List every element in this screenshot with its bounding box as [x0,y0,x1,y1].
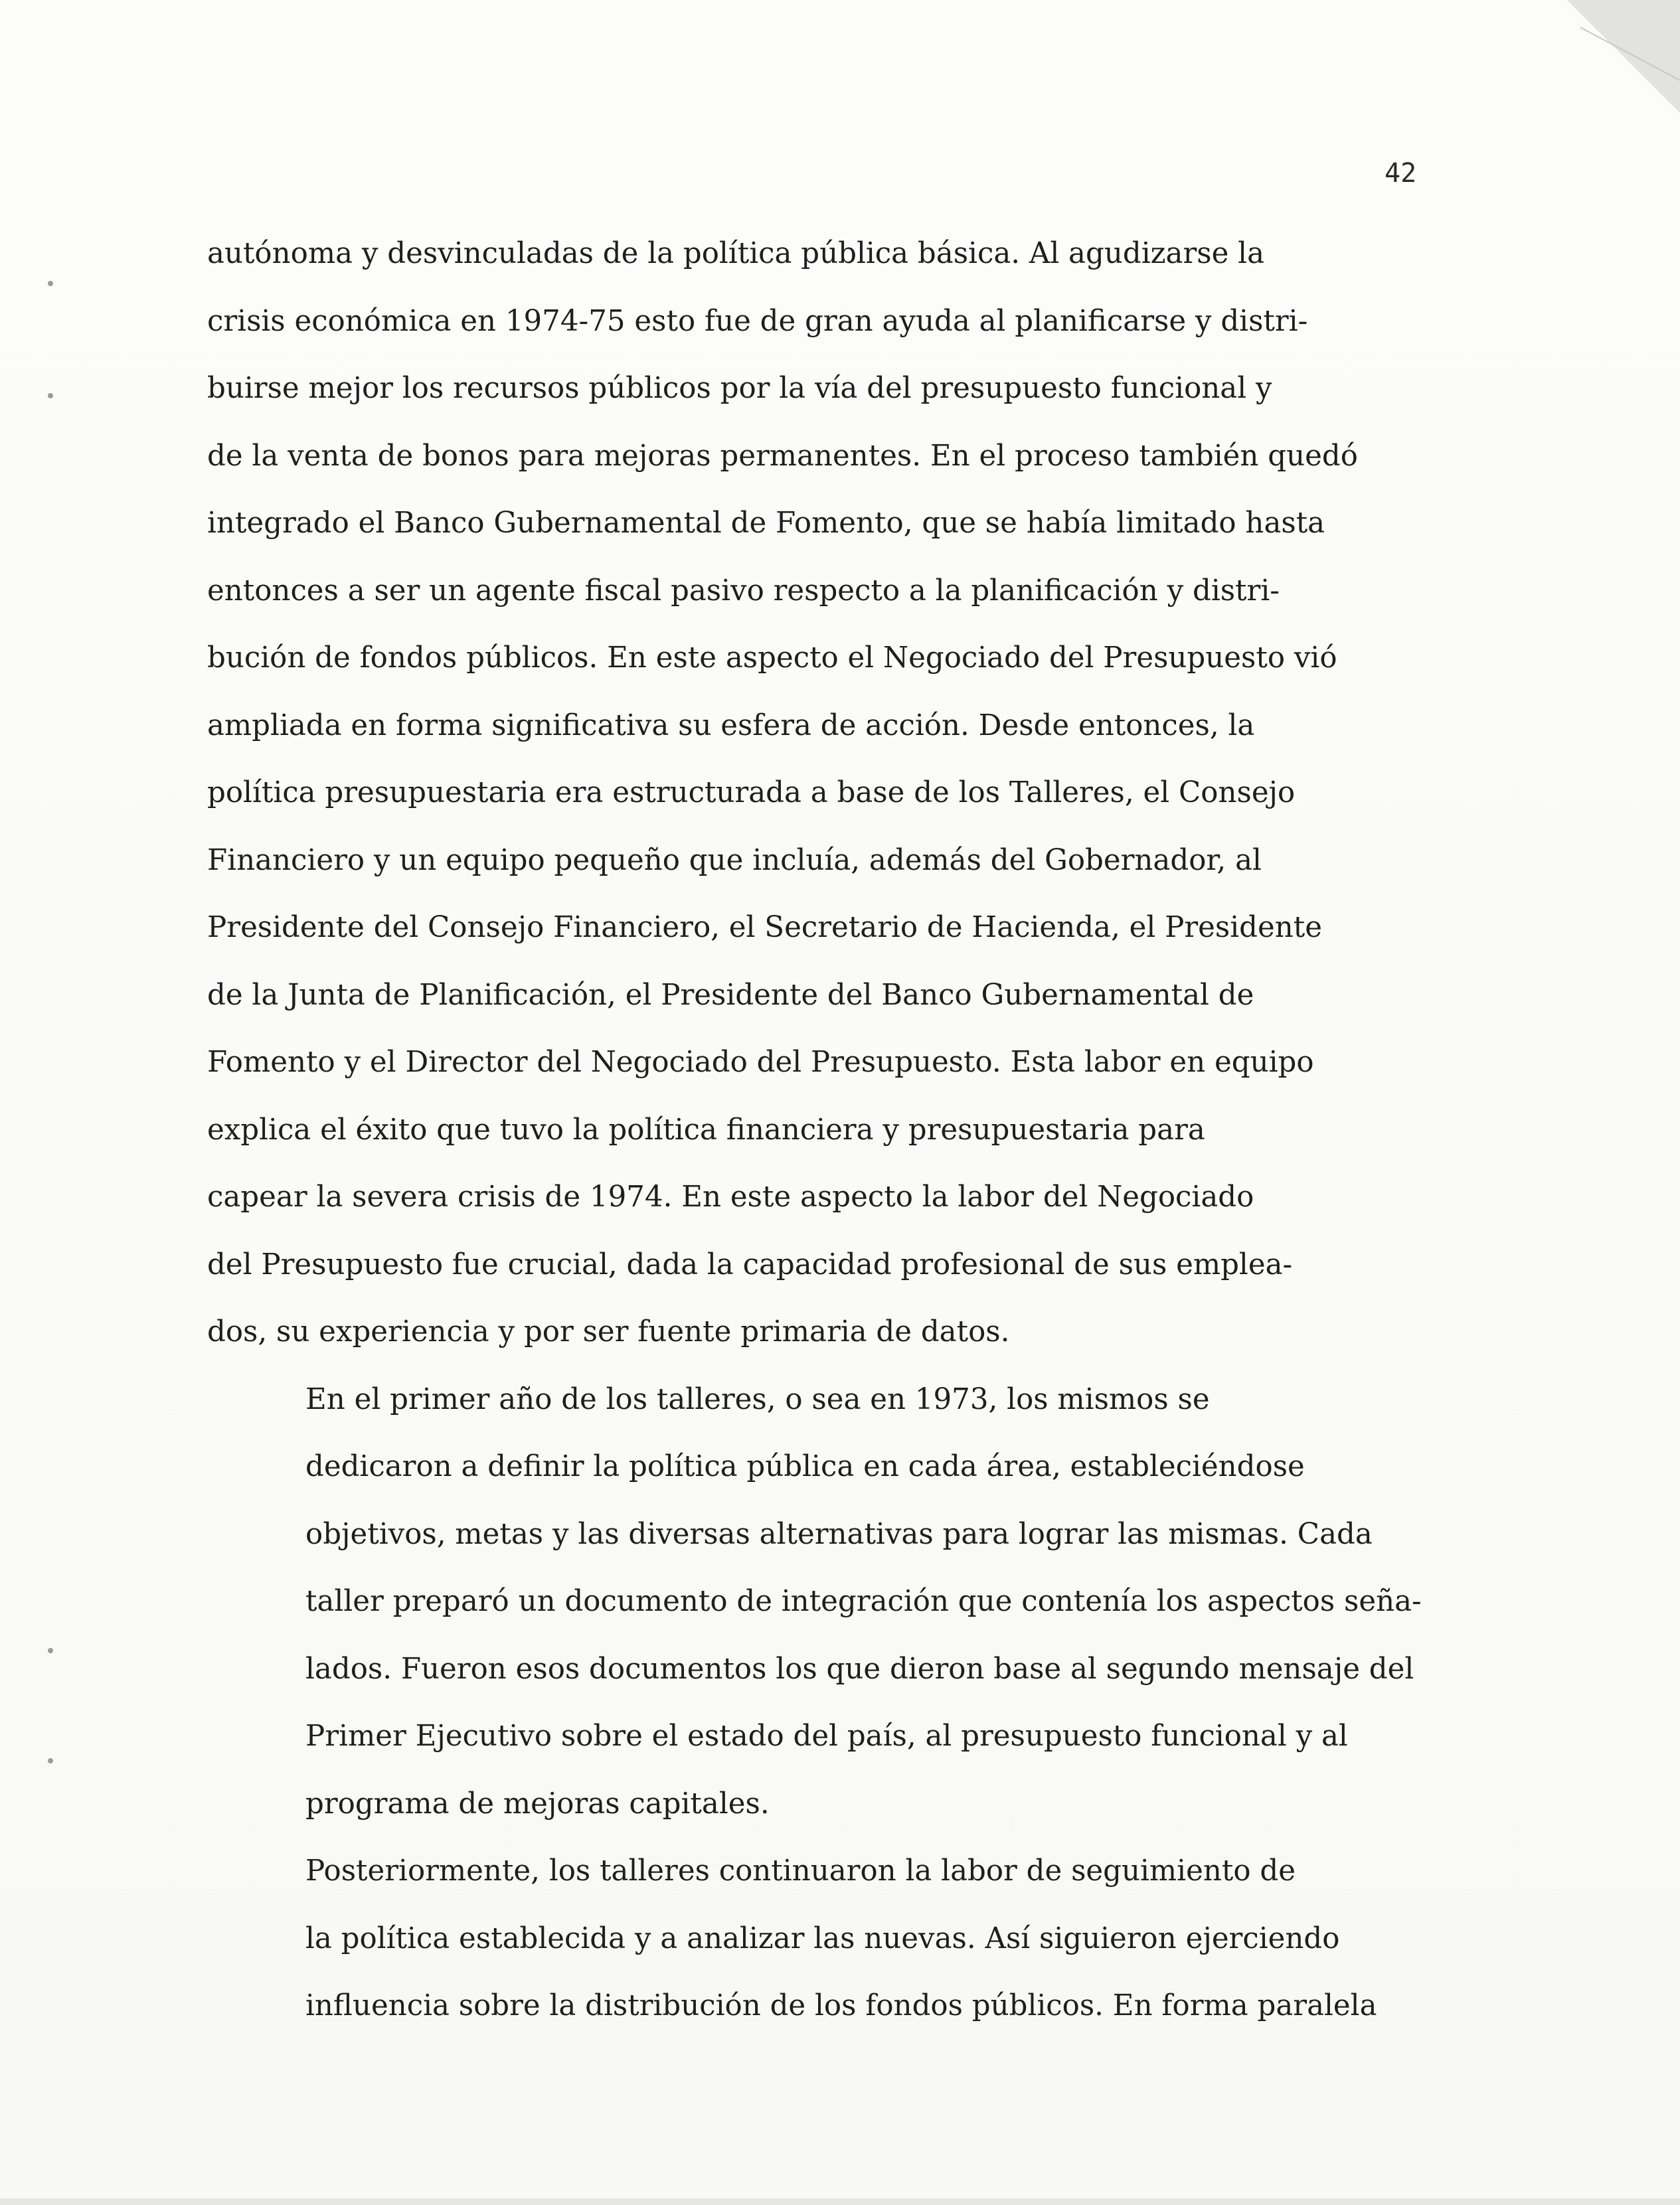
text-line: crisis económica en 1974-75 esto fue de gran ayuda al planificarse y distri- [207,304,1308,338]
text-line: Posteriormente, los talleres continuaron la labor de seguimiento de [305,1854,1296,1888]
paragraph [207,220,1449,1366]
text-line: objetivos, metas y las diversas alternativas para lograr las mismas. Cada [305,1517,1373,1551]
text-line: En el primer año de los talleres, o sea en 1973, los mismos se [305,1382,1210,1416]
text-line: lados. Fueron esos documentos los que dieron base al segundo mensaje del [305,1652,1414,1686]
text-line: influencia sobre la distribución de los fondos públicos. En forma paralela [305,1989,1377,2022]
folded-corner [1567,0,1680,113]
text-line: dos, su experiencia y por ser fuente primaria de datos. [207,1315,1010,1348]
text-line: capear la severa crisis de 1974. En este aspecto la labor del Negociado [207,1181,1254,1214]
paragraph [207,1838,1449,2040]
text-line: taller preparó un documento de integración que contenía los aspectos seña- [305,1585,1422,1618]
text-line: programa de mejoras capitales. [305,1787,770,1821]
text-line: dedicaron a definir la política pública en cada área, estableciéndose [305,1450,1305,1483]
text-line: autónoma y desvinculadas de la política pública básica. Al agudizarse la [207,237,1264,270]
body-text [207,220,1449,2040]
text-line: Primer Ejecutivo sobre el estado del país, al presupuesto funcional y al [305,1720,1348,1753]
text-line: Fomento y el Director del Negociado del Presupuesto. Esta labor en equipo [207,1046,1314,1079]
text-line: Presidente del Consejo Financiero, el Secretario de Hacienda, el Presidente [207,911,1322,944]
text-line: buirse mejor los recursos públicos por la vía del presupuesto funcional y [207,372,1272,405]
text-line: de la venta de bonos para mejoras permanentes. En el proceso también quedó [207,439,1358,473]
punch-hole-mark [48,1758,53,1763]
punch-hole-mark [48,393,53,398]
text-line: de la Junta de Planificación, el Presidente del Banco Gubernamental de [207,978,1254,1012]
text-line: Financiero y un equipo pequeño que incluía, además del Gobernador, al [207,843,1262,877]
text-line: ampliada en forma significativa su esfera de acción. Desde entonces, la [207,708,1255,742]
page-number: 42 [1385,158,1417,189]
text-line: integrado el Banco Gubernamental de Fomento, que se había limitado hasta [207,507,1325,540]
text-line: entonces a ser un agente fiscal pasivo respecto a la planificación y distri- [207,574,1280,608]
text-line: bución de fondos públicos. En este aspecto el Negociado del Presupuesto vió [207,641,1337,675]
text-line: del Presupuesto fue crucial, dada la capacidad profesional de sus emplea- [207,1248,1293,1281]
paragraph [207,1366,1449,1838]
page-bottom-edge [0,2198,1680,2205]
text-line: la política establecida y a analizar las nuevas. Así siguieron ejerciendo [305,1921,1340,1955]
text-line: política presupuestaria era estructurada a base de los Talleres, el Consejo [207,776,1296,809]
punch-hole-mark [48,1648,53,1653]
text-line: explica el éxito que tuvo la política financiera y presupuestaria para [207,1113,1205,1147]
punch-hole-mark [48,281,53,286]
